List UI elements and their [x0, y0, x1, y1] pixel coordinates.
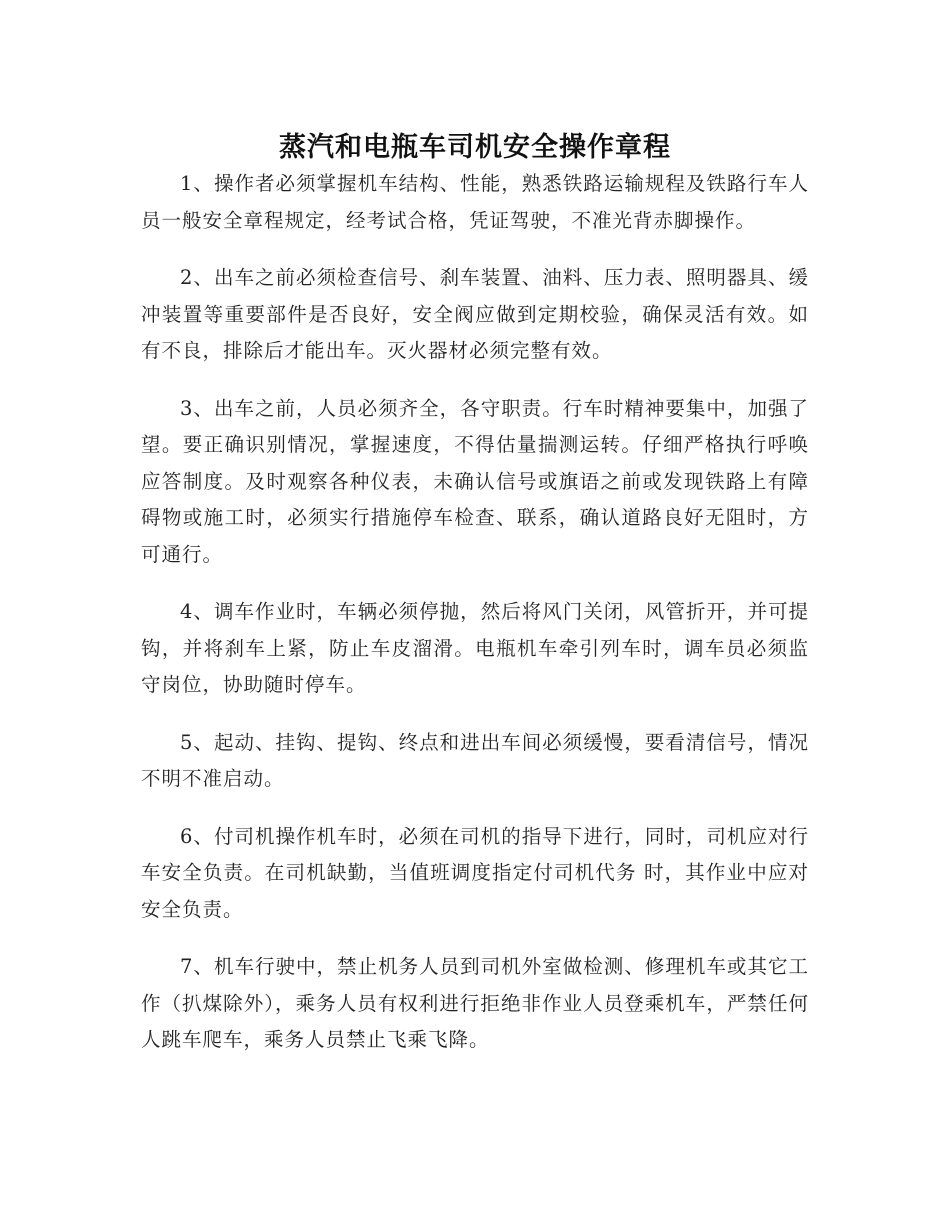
- rule-paragraph-5: 5、起动、挂钩、提钩、终点和进出车间必须缓慢，要看清信号，情况不明不准启动。: [141, 730, 809, 790]
- document-body: [141, 166, 809, 1080]
- rule-paragraph-3: 3、出车之前，人员必须齐全，各守职责。行车时精神要集中，加强了望。要正确识别情况，掌握速度，不得估量揣测运转。仔细严格执行呼唤应答制度。及时观察各种仪表，未确认信号或旗语之前或发现铁路上有障碍物或施工时，必须实行措施停车检查、联系，确认道路良好无阻时，方可通行。: [141, 396, 809, 566]
- rule-paragraph-1: 1、操作者必须掌握机车结构、性能，熟悉铁路运输规程及铁路行车人员一般安全章程规定，经考试合格，凭证驾驶，不准光背赤脚操作。: [141, 172, 809, 232]
- rule-paragraph-2: 2、出车之前必须检查信号、刹车装置、油料、压力表、照明器具、缓冲装置等重要部件是否良好，安全阀应做到定期校验，确保灵活有效。如有不良，排除后才能出车。灭火器材必须完整有效。: [141, 266, 809, 362]
- rule-paragraph-6: 6、付司机操作机车时，必须在司机的指导下进行，同时，司机应对行车安全负责。在司机缺勤，当值班调度指定付司机代务 时，其作业中应对安全负责。: [141, 824, 809, 921]
- rule-paragraph-4: 4、调车作业时，车辆必须停抛，然后将风门关闭，风管折开，并可提钩，并将刹车上紧，防止车皮溜滑。电瓶机车牵引列车时，调车员必须监守岗位，协助随时停车。: [141, 600, 809, 696]
- rule-paragraph-7: 7、机车行驶中，禁止机务人员到司机外室做检测、修理机车或其它工作（扒煤除外），乘务人员有权利进行拒绝非作业人员登乘机车，严禁任何人跳车爬车，乘务人员禁止飞乘飞降。: [141, 955, 809, 1051]
- document-title: 蒸汽和电瓶车司机安全操作章程: [279, 132, 671, 164]
